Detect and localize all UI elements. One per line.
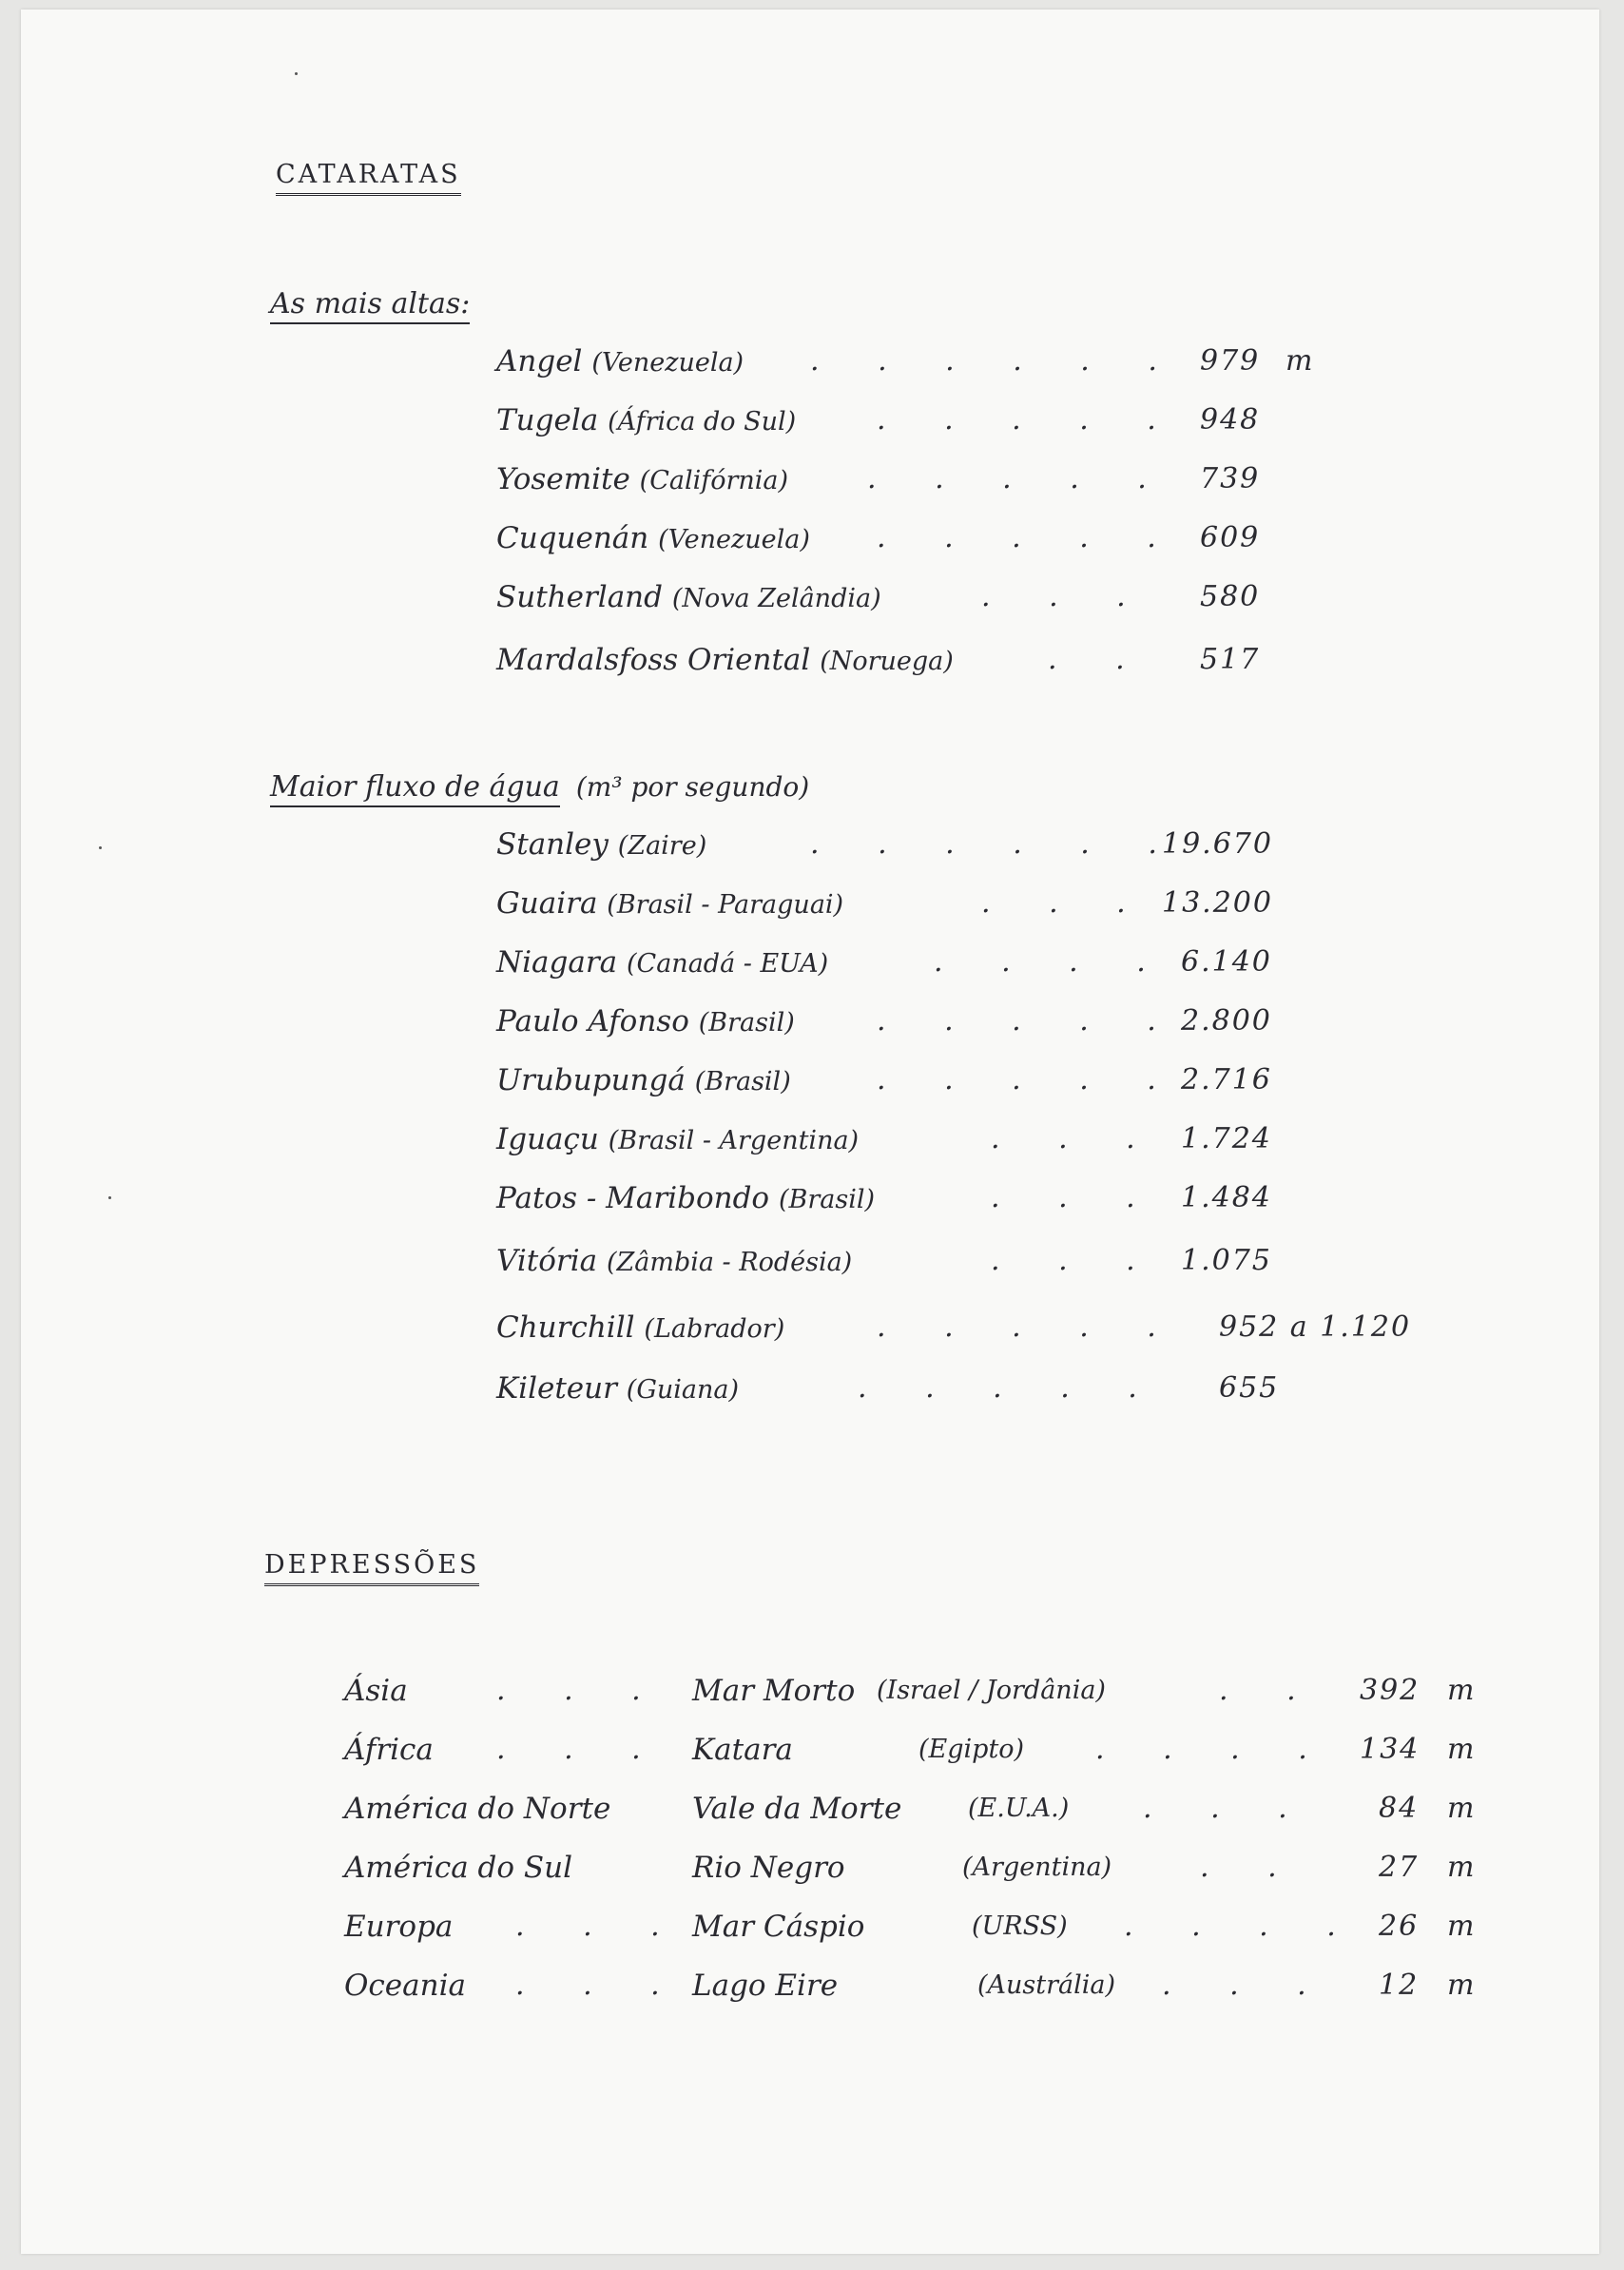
- waterfall-name: Urubupungá: [496, 1063, 686, 1097]
- waterfall-name: Vitória: [496, 1244, 598, 1278]
- depression-location: (Egipto): [918, 1735, 1025, 1764]
- continent-label: Ásia: [344, 1674, 408, 1708]
- leader-dots: . . . .: [1124, 1910, 1361, 1943]
- leader-dots: . . . . . .: [810, 827, 1182, 861]
- waterfall-name: Cuquenán: [496, 521, 649, 555]
- waterfall-name: Iguaçu: [496, 1122, 599, 1156]
- leader-dots: . . . . .: [877, 403, 1181, 437]
- waterfall-name: Tugela: [496, 403, 599, 437]
- depression-name: Katara: [692, 1733, 793, 1767]
- list-item: [496, 1063, 791, 1097]
- depression-name: Lago Eire: [692, 1969, 839, 2003]
- leader-dots: . . .: [991, 1122, 1160, 1155]
- depth-value: 134: [1360, 1733, 1421, 1766]
- list-item: [496, 521, 810, 555]
- list-item: [496, 827, 706, 862]
- leader-dots: . .: [1219, 1674, 1321, 1707]
- height-value: 739: [1200, 462, 1261, 495]
- waterfall-location: (Zâmbia - Rodésia): [606, 1248, 853, 1277]
- flow-value: 2.800: [1181, 1004, 1272, 1038]
- leader-dots: . . .: [991, 1244, 1160, 1277]
- continent-label: América do Norte: [344, 1792, 611, 1826]
- flow-value: 2.716: [1181, 1063, 1272, 1096]
- leader-dots: . . . . .: [877, 1310, 1181, 1344]
- waterfall-location: (Brasil): [698, 1008, 795, 1038]
- list-item: [496, 1004, 795, 1038]
- depression-name: Mar Morto: [692, 1674, 856, 1708]
- depression-name: Rio Negro: [692, 1851, 845, 1885]
- waterfall-location: (Noruega): [820, 647, 954, 676]
- waterfall-location: (Venezuela): [591, 348, 744, 378]
- unit-label: m: [1447, 1733, 1477, 1766]
- flow-value: 1.484: [1181, 1181, 1272, 1214]
- depression-location: (Argentina): [962, 1853, 1112, 1882]
- waterfall-name: Mardalsfoss Oriental: [496, 643, 811, 677]
- height-value: 609: [1200, 521, 1261, 554]
- depression-name: Vale da Morte: [692, 1792, 902, 1826]
- leader-dots: . . . . .: [877, 1063, 1181, 1096]
- continent-label: Europa: [344, 1910, 454, 1944]
- height-value: 517: [1200, 643, 1261, 676]
- waterfall-name: Sutherland: [496, 580, 663, 614]
- subtitle-maior-fluxo-text: Maior fluxo de água: [270, 770, 560, 807]
- waterfall-location: (Venezuela): [658, 525, 810, 554]
- waterfall-location: (Labrador): [644, 1314, 785, 1344]
- depression-name: Mar Cáspio: [692, 1910, 865, 1944]
- depression-location: (URSS): [972, 1911, 1068, 1941]
- list-item: [496, 1181, 875, 1215]
- continent-label: América do Sul: [344, 1851, 573, 1885]
- leader-dots: . . . . .: [877, 1004, 1181, 1038]
- leader-dots: . . .: [981, 580, 1150, 613]
- waterfall-location: (Brasil): [778, 1185, 876, 1214]
- waterfall-location: (Zaire): [617, 831, 707, 861]
- waterfall-location: (Guiana): [626, 1375, 740, 1405]
- height-value: 979: [1200, 344, 1261, 378]
- list-item: [496, 344, 744, 378]
- unit-label: m: [1447, 1910, 1477, 1943]
- depth-value: 27: [1379, 1851, 1420, 1884]
- waterfall-name: Patos - Maribondo: [496, 1181, 770, 1215]
- waterfall-location: (África do Sul): [608, 407, 797, 437]
- waterfall-name: Paulo Afonso: [496, 1004, 689, 1038]
- leader-dots: . . .: [496, 1674, 666, 1707]
- handwritten-page: [21, 10, 1599, 2254]
- waterfall-location: (Brasil): [694, 1067, 791, 1096]
- waterfall-location: (Canadá - EUA): [627, 949, 829, 979]
- leader-dots: . . .: [496, 1733, 666, 1766]
- subtitle-maior-fluxo: [270, 770, 809, 804]
- waterfall-location: (Brasil - Argentina): [608, 1126, 860, 1155]
- depression-location: (Austrália): [977, 1970, 1116, 2000]
- list-item: [496, 462, 788, 496]
- flow-value: 952 a 1.120: [1219, 1310, 1412, 1344]
- continent-label: Oceania: [344, 1969, 466, 2003]
- leader-dots: . . . . .: [877, 521, 1181, 554]
- subtitle-mais-altas: As mais altas:: [270, 287, 470, 324]
- depression-location: (E.U.A.): [968, 1794, 1070, 1823]
- list-item: [496, 1122, 859, 1156]
- unit-label: m: [1447, 1851, 1477, 1884]
- leader-dots: . .: [1048, 643, 1150, 676]
- depression-location: (Israel / Jordânia): [877, 1676, 1106, 1705]
- leader-dots: . . . . . .: [810, 344, 1182, 378]
- unit-label: m: [1447, 1792, 1477, 1825]
- waterfall-name: Angel: [496, 344, 583, 378]
- leader-dots: . .: [1200, 1851, 1302, 1884]
- list-item: [496, 945, 828, 980]
- waterfall-location: (Nova Zelândia): [671, 584, 881, 613]
- paper-speck: [295, 72, 298, 75]
- list-item: [496, 1244, 852, 1278]
- unit-label: m: [1447, 1674, 1477, 1707]
- leader-dots: . . .: [1143, 1792, 1312, 1825]
- leader-dots: . . .: [1162, 1969, 1331, 2002]
- height-value: 948: [1200, 403, 1261, 437]
- list-item: [496, 643, 954, 677]
- list-item: [496, 1371, 739, 1406]
- leader-dots: . . . . .: [858, 1371, 1162, 1405]
- flow-value: 6.140: [1181, 945, 1272, 979]
- height-value: 580: [1200, 580, 1261, 613]
- waterfall-name: Niagara: [496, 945, 618, 980]
- depth-value: 12: [1379, 1969, 1420, 2002]
- leader-dots: . . . .: [1095, 1733, 1332, 1766]
- section-title-depressoes: DEPRESSÕES: [264, 1550, 479, 1586]
- waterfall-name: Guaira: [496, 886, 598, 921]
- depth-value: 26: [1379, 1910, 1420, 1943]
- flow-value: 1.075: [1181, 1244, 1272, 1277]
- leader-dots: . . .: [515, 1969, 685, 2002]
- flow-value: 19.670: [1162, 827, 1273, 861]
- flow-unit-note: (m³ por segundo): [575, 771, 810, 803]
- unit-label: m: [1447, 1969, 1477, 2002]
- waterfall-location: (Brasil - Paraguai): [607, 890, 844, 920]
- waterfall-location: (Califórnia): [639, 466, 789, 495]
- leader-dots: . . .: [991, 1181, 1160, 1214]
- section-title-cataratas: CATARATAS: [276, 160, 461, 196]
- unit-label: m: [1286, 344, 1315, 378]
- waterfall-name: Kileteur: [496, 1371, 617, 1406]
- leader-dots: . . .: [515, 1910, 685, 1943]
- paper-speck: [108, 1196, 111, 1199]
- waterfall-name: Churchill: [496, 1310, 635, 1345]
- list-item: [496, 580, 881, 614]
- leader-dots: . . . .: [934, 945, 1170, 979]
- leader-dots: . . . . .: [867, 462, 1171, 495]
- waterfall-name: Stanley: [496, 827, 609, 862]
- list-item: [496, 403, 796, 437]
- continent-label: África: [344, 1733, 434, 1767]
- waterfall-name: Yosemite: [496, 462, 630, 496]
- depth-value: 392: [1360, 1674, 1421, 1707]
- list-item: [496, 1310, 784, 1345]
- list-item: [496, 886, 843, 921]
- leader-dots: . . .: [981, 886, 1150, 920]
- paper-speck: [99, 846, 102, 849]
- depth-value: 84: [1379, 1792, 1420, 1825]
- flow-value: 13.200: [1162, 886, 1273, 920]
- flow-value: 1.724: [1181, 1122, 1272, 1155]
- flow-value: 655: [1219, 1371, 1280, 1405]
